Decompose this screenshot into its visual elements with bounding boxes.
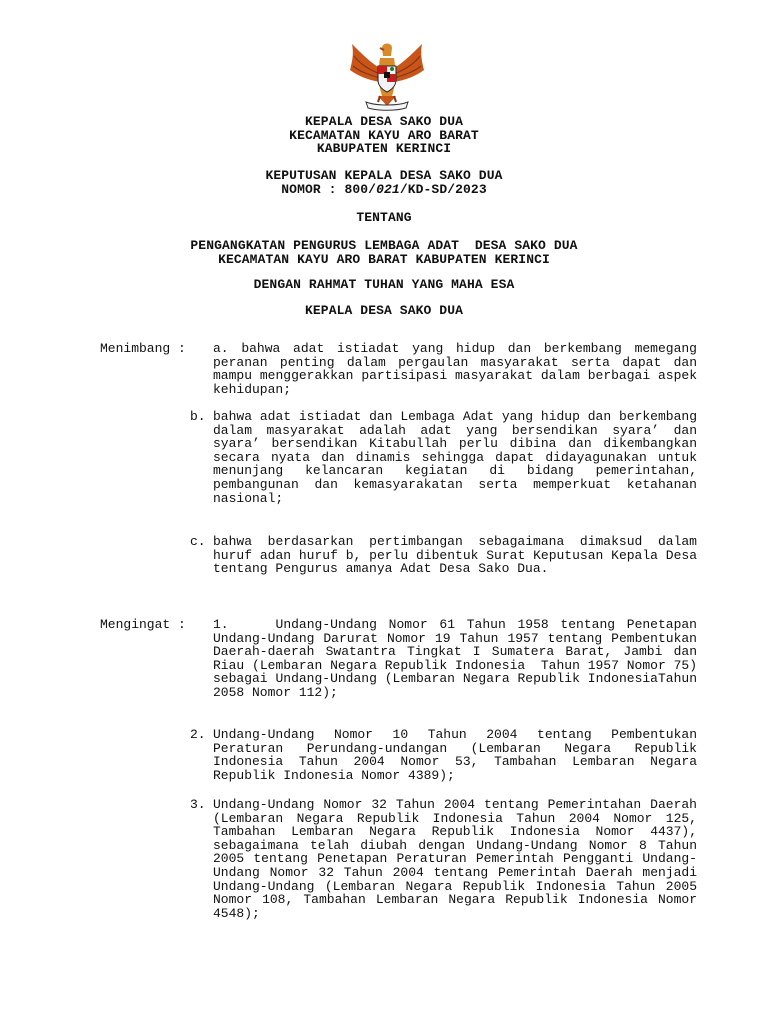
mengingat-mark-2: 2.	[190, 727, 206, 742]
tentang-heading: TENTANG	[356, 210, 412, 225]
letterhead	[0, 115, 768, 156]
decree-heading	[0, 169, 768, 196]
menimbang-mark-b: b.	[190, 409, 206, 424]
subject-line-2: KECAMATAN KAYU ARO BARAT KABUPATEN KERINCI	[218, 251, 550, 267]
decree-number: NOMOR : 800/021/KD-SD/2023	[281, 181, 487, 197]
subject-line-1: PENGANGKATAN PENGURUS LEMBAGA ADAT DESA SAKO DUA	[190, 238, 578, 253]
mengingat-item-2: Undang-Undang Nomor 10 Tahun 2004 tentang Pembentukan Peraturan Perundang-undangan (Lembaran Negara Republik Indonesia Tahun 2004 Nomor 53, Tambahan Lembaran Negara Republik Indonesia Nomor 4389);	[213, 727, 697, 783]
menimbang-item-b: bahwa adat istiadat dan Lembaga Adat yang hidup dan berkembang dalam masyarakat adalah adat yang bersendikan syara’ dan syara’ bersendikan Kitabullah perlu dibina dan dikembangkan secara nyata dan dinamis sehingga dapat didayagunakan untuk menunjang kelancaran kegiatan di bidang pemerintahan, pembangunan dan kemasyarakatan serta memperkuat ketahanan nasional;	[213, 409, 697, 506]
mengingat-item-3: Undang-Undang Nomor 32 Tahun 2004 tentang Pemerintahan Daerah (Lembaran Negara Republik Indonesia Tahun 2004 Nomor 125, Tambahan Lembaran Negara Republik Indonesia Nomor 4437), sebagaimana telah diubah dengan Undang-Undang Nomor 8 Tahun 2005 tentang Penetapan Peraturan Pemerintah Pengganti Undang-Undang Nomor 32 Tahun 2004 tentang Pemerintah Daerah menjadi Undang-Undang (Lembaran Negara Republik Indonesia Tahun 2005 Nomor 108, Tambahan Lembaran Negara Republik Indonesia Nomor 4548);	[213, 797, 697, 921]
decree-subject	[0, 239, 768, 266]
mengingat-item-1: 1. Undang-Undang Nomor 61 Tahun 1958 tentang Penetapan Undang-Undang Darurat Nomor 19 Tahun 1957 tentang Pembentukan Daerah-daerah Swatantra Tingkat I Sumatera Barat, Jambi dan Riau (Lembaran Negara Republik Indonesia Tahun 1957 Nomor 75) sebagai Undang-Undang (Lembaran Negara Republik IndonesiaTahun 2058 Nomor 112);	[213, 617, 705, 700]
mengingat-mark-3: 3.	[190, 797, 206, 812]
menimbang-mark-c: c.	[190, 534, 206, 549]
letterhead-line-2: KECAMATAN KAYU ARO BARAT	[289, 127, 479, 143]
mengingat-label: Mengingat :	[100, 617, 186, 632]
menimbang-item-a: a. bahwa adat istiadat yang hidup dan berkembang memegang peranan penting dalam pergaulan masyarakat serta dapat dan mampu menggerakkan partisipasi masyarakat dalam berbagai aspek kehidupan;	[213, 341, 697, 397]
issuer-line: KEPALA DESA SAKO DUA	[304, 303, 464, 318]
blessing-line: DENGAN RAHMAT TUHAN YANG MAHA ESA	[253, 277, 515, 292]
menimbang-label: Menimbang :	[100, 341, 186, 356]
letterhead-line-1: KEPALA DESA SAKO DUA	[304, 114, 464, 129]
letterhead-line-3: KABUPATEN KERINCI	[316, 141, 452, 156]
garuda-emblem-icon	[344, 40, 430, 112]
menimbang-item-c: bahwa berdasarkan pertimbangan sebagaimana dimaksud dalam huruf adan huruf b, perlu dibentuk Surat Keputusan Kepala Desa tentang Pengurus amanya Adat Desa Sako Dua.	[213, 534, 697, 577]
decree-title: KEPUTUSAN KEPALA DESA SAKO DUA	[265, 168, 503, 183]
